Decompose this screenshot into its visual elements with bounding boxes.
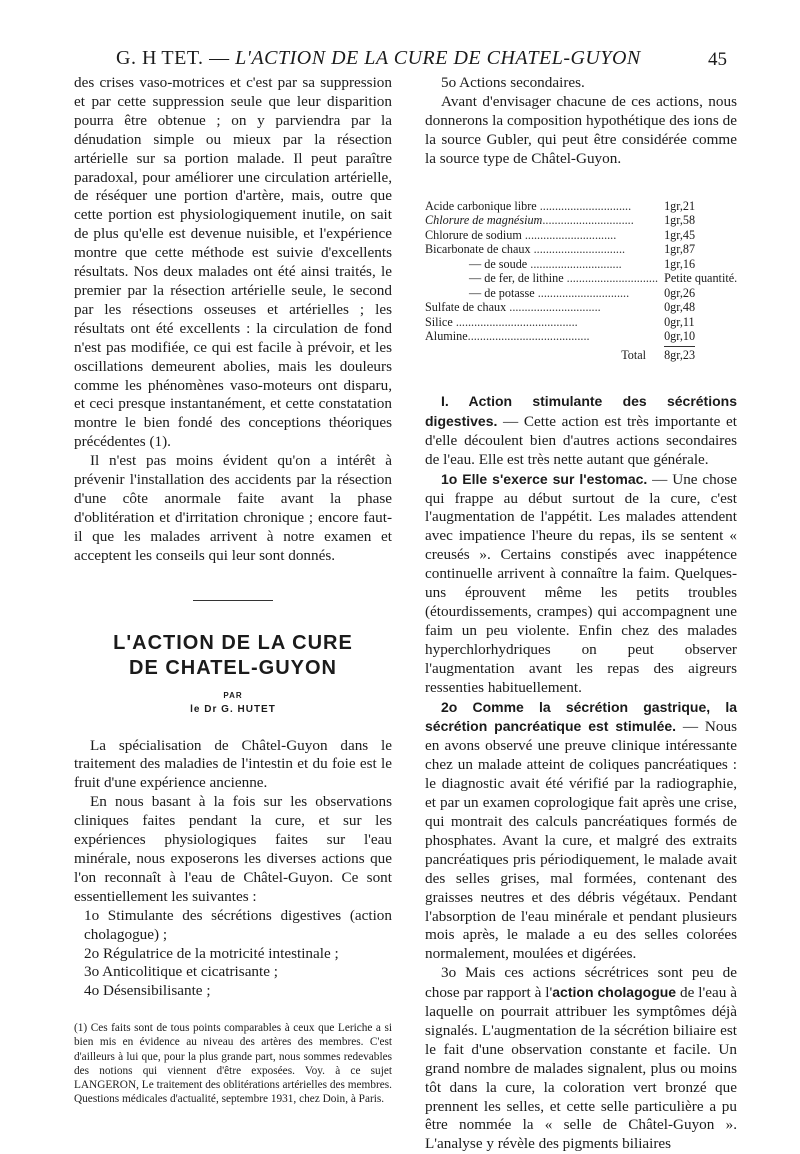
row-value: 1gr,87 (664, 242, 696, 257)
row-name: Acide carbonique libre (425, 198, 537, 213)
section-text: — Cette action est très importante et d'elle découlent bien d'autres actions secondaires de l'eau. Elle est très nette autant que générale. (425, 412, 737, 468)
section-paragraph (425, 470, 737, 698)
row-name: Silice (425, 314, 453, 329)
table-row: Sulfate de chaux .............................. 0gr,48 (425, 300, 737, 315)
row-name: Chlorure de magnésium (425, 213, 543, 228)
row-name: Sulfate de chaux (425, 300, 507, 315)
list-item: 4o Désensibilisante ; (84, 982, 211, 1000)
paragraph: Avant d'envisager chacune de ces actions, nous donnerons la composition hypothétique des ions de la source Gubler, qui peut être considérée comme la source type de Châtel-Guyon. (425, 92, 737, 167)
subsection-text: 3o Mais ces actions sécrétrices sont peu de chose par rapport à l' (425, 964, 737, 1002)
right-column (425, 74, 737, 1154)
list-item: 3o Anticolitique et cicatrisante ; (84, 963, 279, 981)
row-value: 0gr,10 (664, 329, 696, 344)
section-paragraph (425, 392, 737, 470)
inline-emphasis: action cholagogue (552, 984, 677, 1001)
row-name: — de potasse (469, 285, 535, 300)
running-head-dash: — (209, 47, 230, 69)
byline-par: PAR (223, 690, 243, 700)
row-value: 0gr,48 (664, 300, 696, 315)
row-value: 1gr,21 (664, 198, 696, 213)
article-title-line: DE CHATEL-GUYON (129, 656, 337, 679)
author-name: le Dr G. HUTET (190, 703, 276, 715)
table-row: Alumine........................................ 0gr,10 (425, 329, 737, 344)
table-row: Silice ........................................ 0gr,11 (425, 315, 737, 330)
subsection-text: de l'eau à laquelle on pourrait attribuer les symptômes déjà signalés. L'augmentation de la sécrétion biliaire est le fait d'une observation constante et facile. Un grand nombre de malades signalent, plus ou moins tôt dans la cure, la coloration vert bronzé que prennent les selles, et cette selle particulière a pu être nommée la « selle de Châtel-Guyon ». L'analyse y révèle des pigments biliaires (425, 984, 737, 1153)
left-column (74, 74, 392, 1106)
section-paragraph (425, 964, 737, 1154)
table-row: — de fer, de lithine .............................. Petite quantité. (469, 271, 738, 286)
table-row: Chlorure de magnésium.............................. 1gr,58 (425, 213, 737, 228)
section-paragraph (425, 698, 737, 965)
row-name: — de fer, de lithine (469, 271, 564, 286)
subsection-heading: 1o Elle s'exerce sur l'estomac. (441, 470, 648, 487)
running-head (116, 47, 736, 70)
article-title (74, 631, 392, 681)
footnote: (1) Ces faits sont de tous points comparables à ceux que Leriche a si bien mis en évidence au niveau des artères des membres. C'est d'ailleurs à lui que, pour la plus grande part, nous sommes redevables des notions qui viennent d'être exposées. Voy. à ce sujet LANGERON, Le traitement des oblitérations artérielles des membres. Questions médicales d'actualité, septembre 1931, chez Doin, à Paris. (74, 1022, 392, 1106)
table-row: Bicarbonate de chaux .............................. 1gr,87 (425, 242, 737, 257)
row-name: Bicarbonate de chaux (425, 242, 531, 257)
paragraph: En nous basant à la fois sur les observations cliniques faites pendant la cure, et sur les expériences physiologiques faites sur l'eau minérale, nous exposerons les diverses actions que l'on reconnaît à l'eau de Châtel-Guyon. Ce sont essentiellement les suivantes : (74, 793, 392, 905)
divider (193, 600, 273, 601)
article-title-line: L'ACTION DE LA CURE (113, 631, 353, 654)
row-name: — de soude (469, 256, 528, 271)
running-head-author: G. H TET. (116, 47, 204, 69)
list-item: 2o Régulatrice de la motricité intestinale ; (84, 944, 339, 962)
row-value: 0gr,11 (664, 314, 695, 329)
row-value: 1gr,58 (664, 213, 696, 228)
page-number: 45 (708, 49, 727, 70)
running-head-title: L'ACTION DE LA CURE DE CHATEL-GUYON (235, 47, 641, 69)
row-value: 1gr,16 (664, 256, 696, 271)
table-row: Acide carbonique libre .............................. 1gr,21 (425, 199, 737, 214)
row-name: Alumine (425, 329, 468, 344)
section-heading: I. Action stimulante des sécrétions digestives. (425, 393, 737, 429)
row-value: 1gr,45 (664, 227, 696, 242)
row-value: Petite quantité. (664, 271, 738, 286)
total-label: Total (621, 347, 647, 362)
table-row-total (425, 344, 737, 363)
table-row: — de soude .............................. 1gr,16 (425, 257, 737, 272)
list-item: 5o Actions secondaires. (441, 74, 585, 91)
composition-table (425, 199, 737, 363)
list-item: 1o Stimulante des sécrétions digestives (action cholagogue) ; (84, 906, 392, 943)
subsection-text: — Une chose qui frappe au début surtout de la cure, c'est l'augmentation de l'appétit. Les malades attendent avec impatience l'heure du repas, ils se sentent « creusés ». Certains constipés avec inappétence continuelle arrivent à connaître la faim. Quelques-uns éprouvent même les petits troubles (étourdissements, crampes) qui accompagnent une faim un peu violente. Enfin chez des malades hyperchlorhydriques on peut observer l'augmentation avant les repas des aigreurs ressenties habituellement. (425, 470, 738, 696)
total-value: 8gr,23 (664, 347, 696, 362)
paragraph: La spécialisation de Châtel-Guyon dans le traitement des maladies de l'intestin et du foie est le fruit d'une expérience ancienne. (74, 736, 392, 792)
subsection-heading: 2o Comme la sécrétion gastrique, la sécrétion pancréatique est stimulée. (425, 698, 737, 735)
paragraph: Il n'est pas moins évident qu'on a intérêt à prévenir l'installation des accidents par la résection d'une côte anormale faite avant la phase d'oblitération et d'irritation chronique ; encore faut-il que les malades arrivent à notre examen et acceptent les conseils qui leur sont donnés. (74, 452, 392, 564)
row-name: Chlorure de sodium (425, 227, 522, 242)
subsection-text: — Nous en avons observé une preuve clinique intéressante chez un malade atteint de coliques pancréatiques : le diagnostic avait été vérifié par la radiographie, et par un examen coprologique fait après une crise, qui montrait des calculs pancréatiques formés de phosphates. Avant la cure, et malgré des extraits pancréatiques pris périodiquement, le malade avait des selles grises, mal formées, contenant des graisses neutres et des débris végétaux. Pendant l'absorption de l'eau minérale et pendant plusieurs mois après, le malade a eu des selles colorées normalement, moulées et digérées. (425, 718, 737, 963)
row-value: 0gr,26 (664, 285, 696, 300)
paragraph: des crises vaso-motrices et c'est par sa suppression et par cette suppression seule que leur disparition pourra être obtenue ; on y parviendra par la dénudation simple ou mieux par la résection artérielle sur sa portion malade. Il peut paraître paradoxal, pour améliorer une circulation artérielle, de réséquer une portion d'artère, mais, outre que cette portion est physiologiquement inutile, on sait de plus qu'elle est devenue nuisible, et l'expérience montre que cette méthode est suivie d'excellents résultats. Nos deux malades ont été ainsi traités, le premier par la résection artérielle seule, le second par les résections osseuses et artérielles ; les résultats ont été excellents : la circulation de fond n'est pas modifiée, ce qui est facile à prévoir, et les oscillations demeurent abolies, mais les douleurs comme les phénomènes vaso-moteurs ont disparu, et ceci presque instantanément, et cette constatation montre le bien fondé des conceptions théoriques précédentes (1). (74, 74, 392, 451)
table-row: — de potasse .............................. 0gr,26 (425, 286, 737, 301)
table-row: Chlorure de sodium .............................. 1gr,45 (425, 228, 737, 243)
